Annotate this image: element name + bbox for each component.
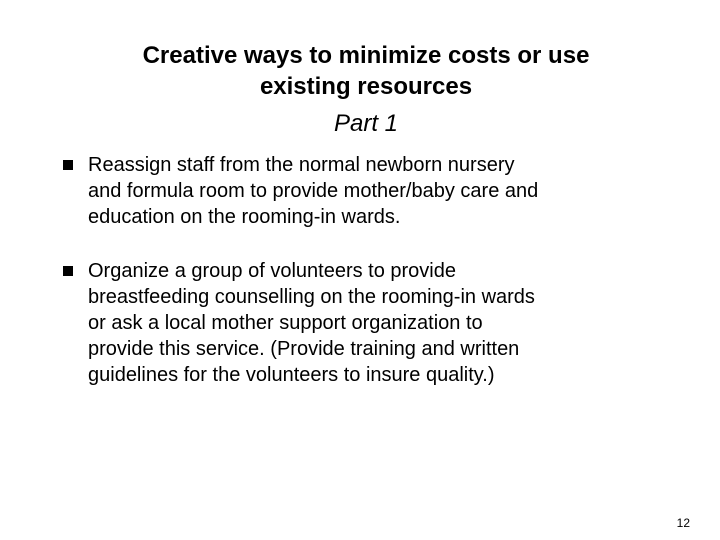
bullet-text-line: Organize a group of volunteers to provide bbox=[88, 260, 456, 282]
bullet-text-line: Reassign staff from the normal newborn nursery bbox=[88, 154, 515, 176]
bullet-item bbox=[60, 258, 700, 388]
slide-subtitle: Part 1 bbox=[333, 110, 399, 137]
slide-title-line: existing resources bbox=[259, 73, 473, 100]
bullet-list bbox=[60, 152, 700, 388]
bullet-item bbox=[60, 152, 700, 230]
bullet-text-line: provide this service. (Provide training and written bbox=[88, 338, 520, 360]
square-bullet-icon bbox=[63, 160, 73, 170]
bullet-text-line: or ask a local mother support organization to bbox=[88, 312, 483, 334]
slide-title bbox=[60, 40, 672, 102]
page-number: 12 bbox=[676, 516, 690, 530]
bullet-text-line: education on the rooming-in wards. bbox=[88, 206, 401, 228]
bullet-text-line: guidelines for the volunteers to insure quality.) bbox=[88, 364, 495, 386]
square-bullet-icon bbox=[63, 266, 73, 276]
bullet-text-line: breastfeeding counselling on the rooming-in wards bbox=[88, 286, 535, 308]
bullet-text-line: and formula room to provide mother/baby care and bbox=[88, 180, 539, 202]
slide-title-line: Creative ways to minimize costs or use bbox=[142, 42, 590, 69]
